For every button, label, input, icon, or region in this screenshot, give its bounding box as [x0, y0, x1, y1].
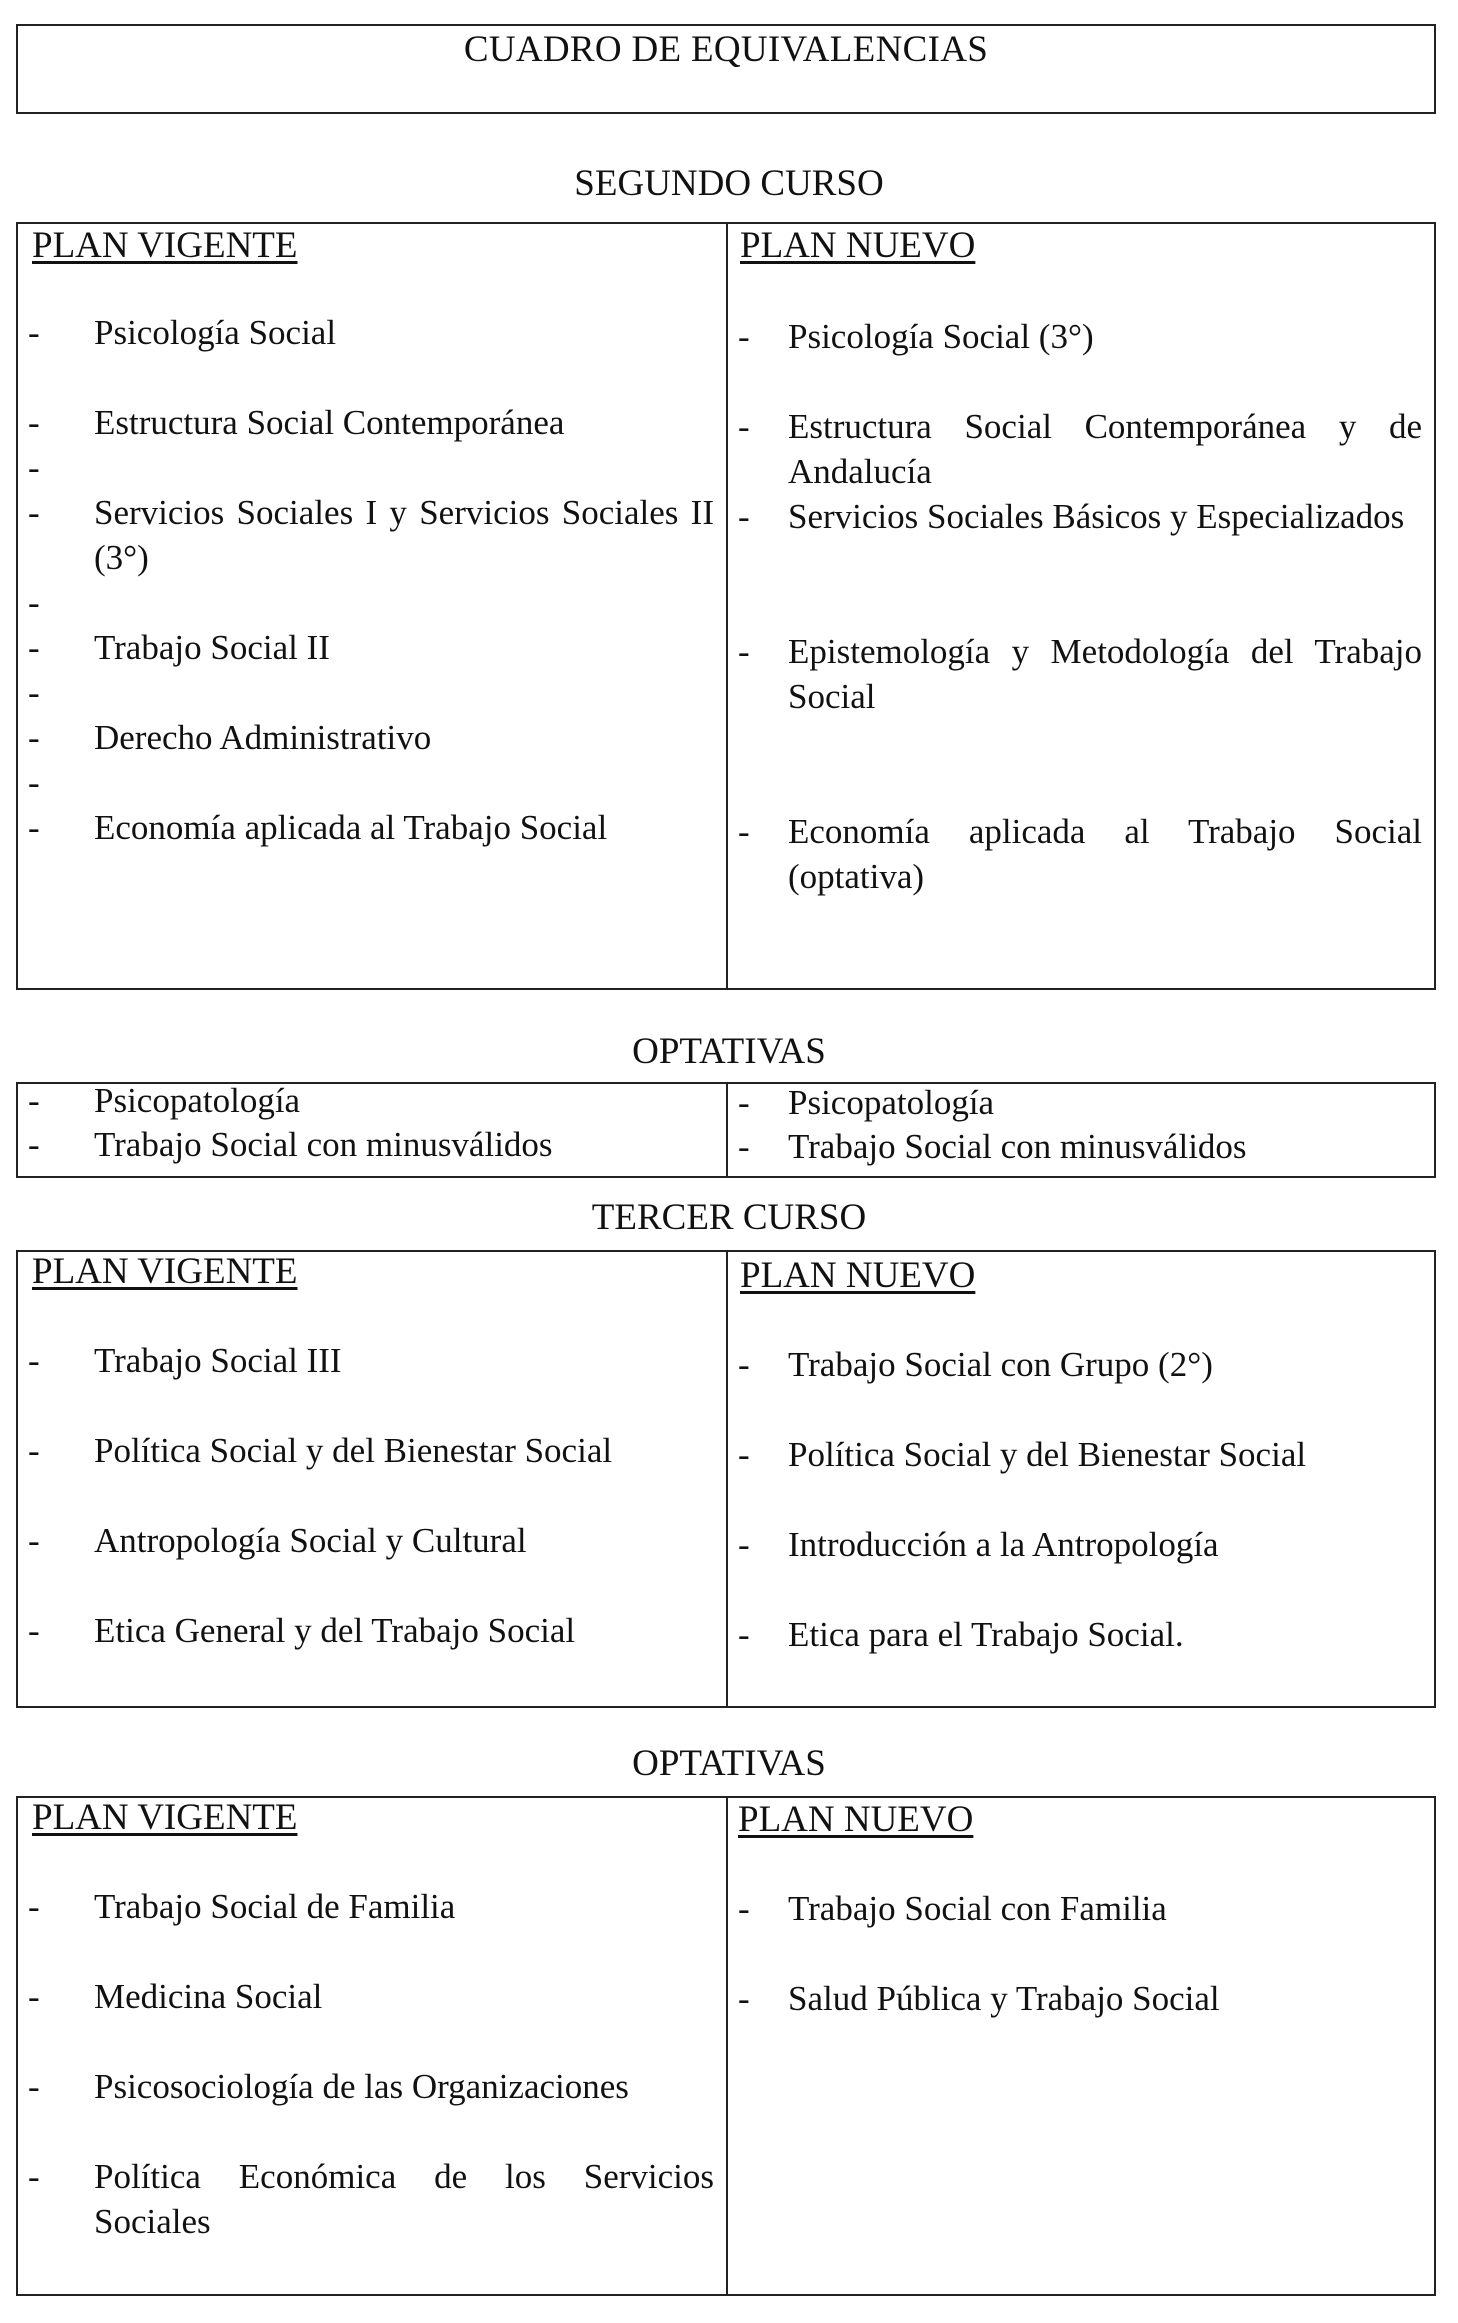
dash-marker: - — [28, 1887, 40, 1926]
subject-name: Política Económica de los Servicios Sociales — [94, 2157, 714, 2241]
table-tercer-curso — [16, 1250, 1436, 1708]
dash-marker: - — [738, 1889, 750, 1928]
subject-name: Política Social y del Bienestar Social — [94, 1431, 613, 1470]
document-title: CUADRO DE EQUIVALENCIAS — [463, 29, 989, 70]
column-plan-vigente — [18, 1798, 728, 2294]
section-heading-tercer-curso: TERCER CURSO — [591, 1197, 867, 1238]
subject-name: Psicosociología de las Organizaciones — [94, 2067, 629, 2106]
subject-name: Trabajo Social II — [94, 628, 330, 667]
dash-marker: - — [28, 1341, 40, 1380]
subject-name: Estructura Social Contemporánea y de Andalucía — [788, 407, 1422, 491]
dash-marker: - — [28, 718, 40, 757]
dash-marker: - — [28, 808, 40, 847]
subject-name: Psicopatología — [788, 1083, 995, 1122]
subject-name: Salud Pública y Trabajo Social — [788, 1979, 1220, 2018]
subject-name: Trabajo Social III — [94, 1341, 342, 1380]
dash-marker: - — [28, 313, 40, 352]
dash-marker: - — [28, 628, 40, 667]
subject-name: Medicina Social — [94, 1977, 323, 2016]
dash-marker: - — [28, 1611, 40, 1650]
dash-marker: - — [738, 1615, 750, 1654]
subject-name: Trabajo Social con Familia — [788, 1889, 1167, 1928]
column-header-plan-vigente: PLAN VIGENTE — [32, 1251, 298, 1292]
column-header-plan-vigente: PLAN VIGENTE — [32, 225, 298, 266]
subject-name: Política Social y del Bienestar Social — [788, 1435, 1307, 1474]
section-heading-segundo-curso: SEGUNDO CURSO — [574, 163, 884, 204]
subject-name: Trabajo Social de Familia — [94, 1887, 456, 1926]
subject-name: Etica General y del Trabajo Social — [94, 1611, 576, 1650]
column-header-plan-vigente: PLAN VIGENTE — [32, 1797, 298, 1838]
section-heading-optativas: OPTATIVAS — [632, 1743, 826, 1784]
dash-marker: - — [28, 2067, 40, 2106]
subject-name: Antropología Social y Cultural — [94, 1521, 527, 1560]
table-segundo-curso — [16, 222, 1436, 990]
dash-marker: - — [28, 403, 40, 442]
subject-name: Servicios Sociales I y Servicios Sociales II (3°) — [94, 493, 714, 577]
subject-name: Psicopatología — [94, 1081, 301, 1120]
subject-name: Servicios Sociales Básicos y Especializados — [788, 497, 1405, 536]
subject-name: Trabajo Social con minusválidos — [94, 1125, 553, 1164]
title-box — [16, 24, 1436, 114]
subject-name: Epistemología y Metodología del Trabajo Social — [788, 632, 1422, 716]
dash-marker: - — [738, 1525, 750, 1564]
dash-marker: - — [738, 1345, 750, 1384]
column-header-plan-nuevo: PLAN NUEVO — [740, 225, 976, 266]
dash-marker: - — [28, 448, 40, 487]
subject-name: Etica para el Trabajo Social. — [788, 1615, 1184, 1654]
subject-name: Economía aplicada al Trabajo Social — [94, 808, 608, 847]
column-plan-nuevo — [728, 1252, 1434, 1706]
dash-marker: - — [738, 1979, 750, 2018]
table-optativas-1 — [16, 1082, 1436, 1178]
dash-marker: - — [738, 1127, 750, 1166]
dash-marker: - — [738, 317, 750, 356]
subject-name: Trabajo Social con minusválidos — [788, 1127, 1247, 1166]
column-plan-nuevo — [728, 1798, 1434, 2294]
column-plan-vigente — [18, 224, 728, 988]
column-header-plan-nuevo: PLAN NUEVO — [738, 1799, 974, 1840]
column-header-plan-nuevo: PLAN NUEVO — [740, 1255, 976, 1296]
dash-marker: - — [28, 1125, 40, 1164]
dash-marker: - — [28, 1521, 40, 1560]
column-plan-vigente — [18, 1081, 728, 1176]
subject-name: Estructura Social Contemporánea — [94, 403, 565, 442]
dash-marker: - — [28, 1977, 40, 2016]
subject-name: Psicología Social (3°) — [788, 317, 1094, 356]
dash-marker: - — [28, 763, 40, 802]
column-plan-nuevo — [728, 224, 1434, 988]
dash-marker: - — [738, 407, 750, 446]
dash-marker: - — [28, 673, 40, 712]
dash-marker: - — [28, 2157, 40, 2196]
subject-name: Economía aplicada al Trabajo Social (optativa) — [788, 812, 1422, 896]
dash-marker: - — [28, 1431, 40, 1470]
dash-marker: - — [738, 497, 750, 536]
subject-name: Psicología Social — [94, 313, 337, 352]
table-optativas-2 — [16, 1796, 1436, 2296]
subject-name: Introducción a la Antropología — [788, 1525, 1219, 1564]
dash-marker: - — [738, 812, 750, 851]
column-plan-nuevo — [728, 1084, 1434, 1176]
dash-marker: - — [738, 1083, 750, 1122]
subject-name: Derecho Administrativo — [94, 718, 432, 757]
dash-marker: - — [28, 583, 40, 622]
dash-marker: - — [738, 632, 750, 671]
dash-marker: - — [28, 493, 40, 532]
dash-marker: - — [28, 1081, 40, 1120]
subject-name: Trabajo Social con Grupo (2°) — [788, 1345, 1213, 1384]
column-plan-vigente — [18, 1252, 728, 1706]
section-heading-optativas: OPTATIVAS — [632, 1031, 826, 1072]
dash-marker: - — [738, 1435, 750, 1474]
